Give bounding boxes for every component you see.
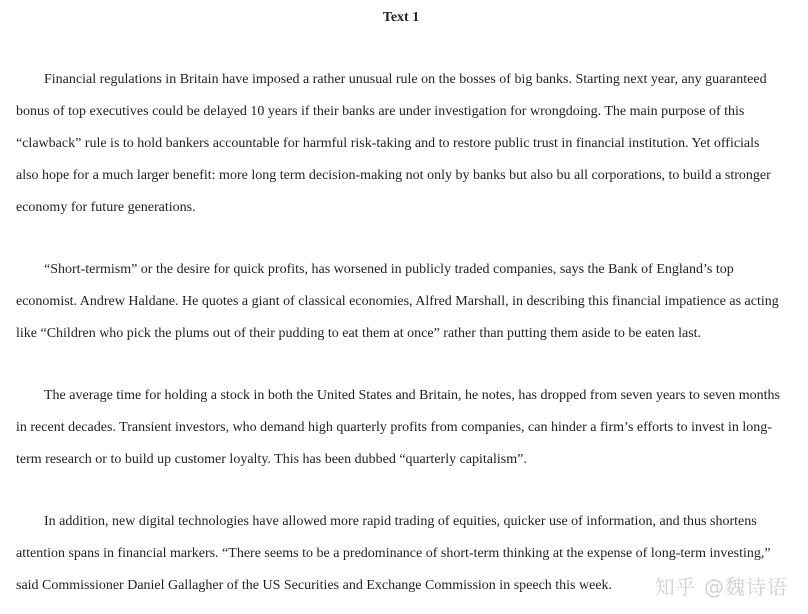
paragraph-1: Financial regulations in Britain have imposed a rather unusual rule on the bosses of big banks. Starting next year, any guaranteed bonus of top executives could be delayed 10 years if their banks are under investigation for wrongdoing. The main purpose of this “clawback” rule is to hold bankers accountable for harmful risk-taking and to restore public trust in financial institution. Yet officials also hope for a much larger benefit: more long term decision-making not only by banks but also bu all corporations, to build a stronger economy for future generations.	[16, 72, 771, 215]
paragraph-4: In addition, new digital technologies have allowed more rapid trading of equities, quicker use of information, and thus shortens attention spans in financial markers. “There seems to be a predominance of short-term thinking at the expense of long-term investing,” said Commissioner Daniel Gallagher of the US Securities and Exchange Commission in speech this week.	[16, 514, 771, 593]
paragraph-3: The average time for holding a stock in both the United States and Britain, he notes, has dropped from seven years to seven months in recent decades. Transient investors, who demand high quarterly profits from companies, can hinder a firm’s efforts to invest in long-term research or to build up customer loyalty. This has been dubbed “quarterly capitalism”.	[16, 388, 780, 467]
document-title: Text 1	[382, 10, 420, 25]
paragraph-2: “Short-termism” or the desire for quick profits, has worsened in publicly traded companies, says the Bank of England’s top economist. Andrew Haldane. He quotes a giant of classical economies, Alfred Marshall, in describing this financial impatience as acting like “Children who pick the plums out of their pudding to eat them at once” rather than putting them aside to be eaten last.	[16, 262, 779, 341]
watermark: 知乎 @魏诗语	[654, 575, 788, 599]
